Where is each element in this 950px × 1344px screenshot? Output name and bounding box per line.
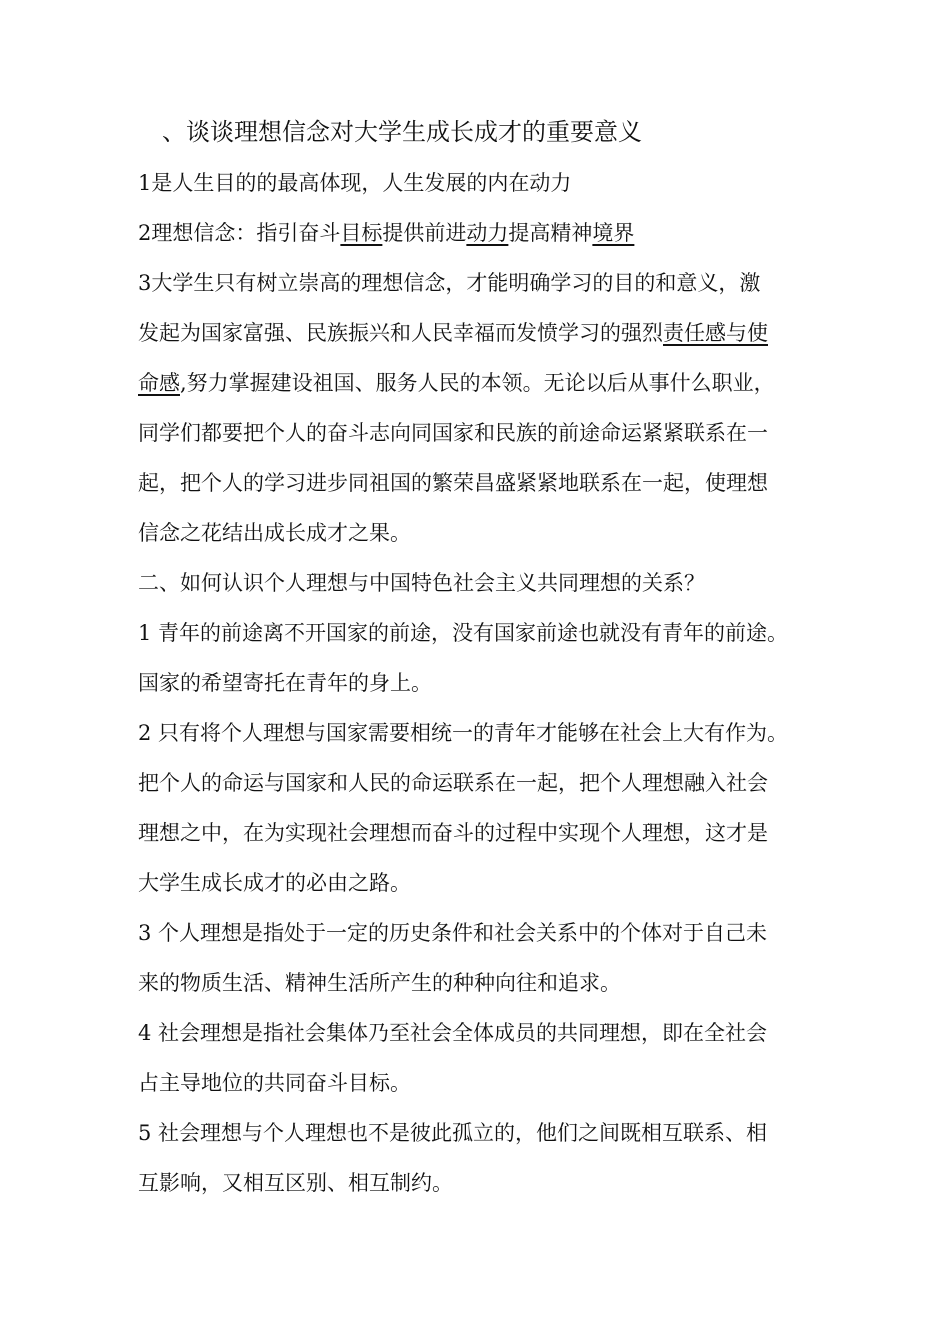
paragraph-3-line-5: 起，把个人的学习进步同祖国的繁荣昌盛紧紧地联系在一起，使理想: [138, 471, 768, 495]
item-2-line-2: 把个人的命运与国家和人民的命运联系在一起，把个人理想融入社会: [138, 771, 768, 795]
underlined-responsibility: 责任感与使: [663, 321, 768, 345]
item-2-line-4: 大学生成长成才的必由之路。: [138, 871, 411, 895]
paragraph-2-text-a: 2理想信念：指引奋斗: [138, 221, 341, 245]
item-1-line-2: 国家的希望寄托在青年的身上。: [138, 671, 432, 695]
paragraph-3-line-3-text: ,努力掌握建设祖国、服务人民的本领。无论以后从事什么职业，: [180, 371, 775, 395]
paragraph-1: 1是人生目的的最高体现，人生发展的内在动力: [138, 171, 572, 195]
paragraph-3-line-2-text: 发起为国家富强、民族振兴和人民幸福而发愤学习的强烈: [138, 321, 663, 345]
item-2-line-1: 2 只有将个人理想与国家需要相统一的青年才能够在社会上大有作为。: [138, 721, 789, 745]
paragraph-3-line-4: 同学们都要把个人的奋斗志向同国家和民族的前途命运紧紧联系在一: [138, 421, 768, 445]
paragraph-3-line-6: 信念之花结出成长成才之果。: [138, 521, 411, 545]
paragraph-3-line-3: [138, 358, 775, 408]
item-4-line-1: 4 社会理想是指社会集体乃至社会全体成员的共同理想，即在全社会: [138, 1021, 768, 1045]
paragraph-3-line-1: 3大学生只有树立崇高的理想信念，才能明确学习的目的和意义，激: [138, 271, 761, 295]
item-4-line-2: 占主导地位的共同奋斗目标。: [138, 1071, 411, 1095]
item-5-line-1: 5 社会理想与个人理想也不是彼此孤立的，他们之间既相互联系、相: [138, 1121, 768, 1145]
paragraph-2: [138, 208, 634, 258]
paragraph-3-line-2: [138, 308, 768, 358]
item-5-line-2: 互影响，又相互区别、相互制约。: [138, 1171, 453, 1195]
section-title: 、谈谈理想信念对大学生成长成才的重要意义: [162, 118, 642, 146]
item-3-line-2: 来的物质生活、精神生活所产生的种种向往和追求。: [138, 971, 621, 995]
underlined-mission: 命感: [138, 371, 180, 395]
paragraph-2-text-c: 提供前进: [382, 221, 467, 245]
item-3-line-1: 3 个人理想是指处于一定的历史条件和社会关系中的个体对于自己未: [138, 921, 768, 945]
underlined-realm: 境界: [592, 221, 635, 245]
section-2-heading: 二、如何认识个人理想与中国特色社会主义共同理想的关系？: [138, 571, 705, 595]
item-1-line-1: 1 青年的前途离不开国家的前途，没有国家前途也就没有青年的前途。: [138, 621, 789, 645]
underlined-motivation: 动力: [466, 221, 509, 245]
underlined-goal: 目标: [340, 221, 383, 245]
item-2-line-3: 理想之中，在为实现社会理想而奋斗的过程中实现个人理想，这才是: [138, 821, 768, 845]
paragraph-2-text-e: 提高精神: [508, 221, 593, 245]
